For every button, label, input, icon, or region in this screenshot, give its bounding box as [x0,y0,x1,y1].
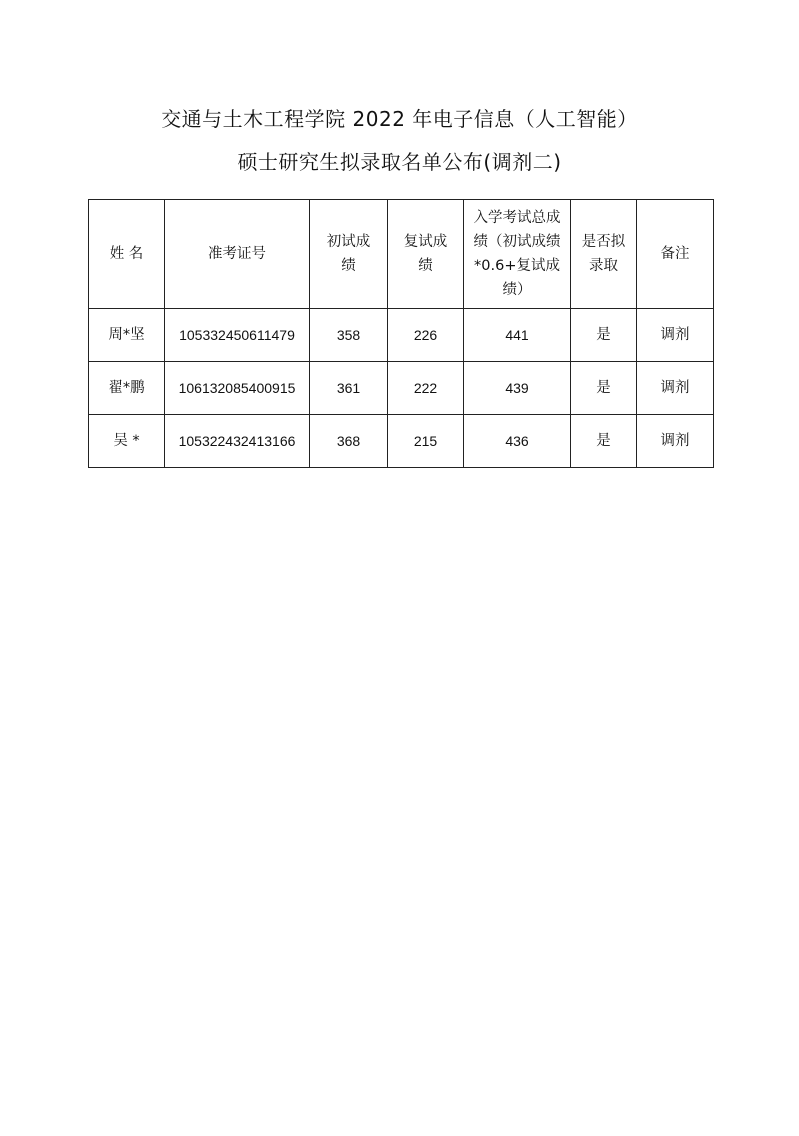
header-admit: 是否拟录取 [571,200,637,309]
cell-exam-no: 105332450611479 [165,309,310,362]
cell-exam-no: 105322432413166 [165,415,310,468]
cell-note: 调剂 [637,309,714,362]
document-title-line-2: 硕士研究生拟录取名单公布(调剂二) [237,150,562,174]
header-retest-score: 复试成绩 [388,200,464,309]
cell-retest-score: 215 [388,415,464,468]
cell-retest-score: 226 [388,309,464,362]
table-row [89,362,714,415]
header-first-score: 初试成绩 [310,200,388,309]
cell-total-score: 439 [464,362,571,415]
cell-first-score: 361 [310,362,388,415]
header-name: 姓 名 [89,200,165,309]
cell-name: 周*坚 [89,309,165,362]
cell-name: 翟*鹏 [89,362,165,415]
header-exam-no: 准考证号 [165,200,310,309]
header-total-score: 入学考试总成绩（初试成绩*0.6+复试成绩） [464,200,571,309]
cell-admit: 是 [571,415,637,468]
header-note: 备注 [637,200,714,309]
document-title-line-1: 交通与土木工程学院 2022 年电子信息（人工智能） [161,107,638,131]
table-row [89,309,714,362]
table-row [89,415,714,468]
cell-first-score: 368 [310,415,388,468]
cell-total-score: 436 [464,415,571,468]
cell-first-score: 358 [310,309,388,362]
cell-note: 调剂 [637,415,714,468]
cell-name: 吴 * [89,415,165,468]
cell-total-score: 441 [464,309,571,362]
table-header-row [89,200,714,309]
cell-retest-score: 222 [388,362,464,415]
cell-admit: 是 [571,362,637,415]
cell-exam-no: 106132085400915 [165,362,310,415]
cell-note: 调剂 [637,362,714,415]
cell-admit: 是 [571,309,637,362]
admission-table [88,199,714,468]
